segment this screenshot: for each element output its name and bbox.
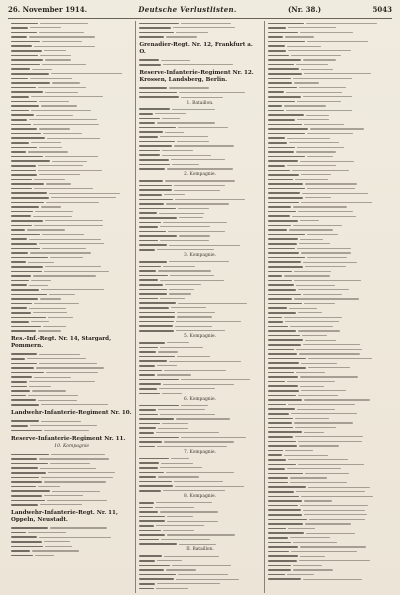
column-right	[264, 21, 392, 593]
list-item	[11, 403, 132, 408]
list-item	[139, 328, 260, 333]
subheading-bataillon-1: 1. Bataillon.	[186, 100, 214, 106]
page-header	[8, 4, 392, 19]
section-heading-grenadier-12: Grenadier-Regt. Nr. 12, Frankfurt a. O.	[139, 42, 253, 56]
list-item	[139, 489, 260, 494]
list-item	[11, 553, 132, 558]
section-heading-reserve-inf-11: Reserve-Infanterie-Regiment Nr. 11.	[11, 435, 126, 442]
list-item	[11, 503, 132, 508]
section-heading-reserve-inf-12: Reserve-Infanterie-Regiment Nr. 12. Krossen, Landsberg, Berlin.	[139, 70, 254, 83]
subheading-kompagnie-5: 5. Kompagnie.	[183, 334, 216, 340]
list-item	[139, 248, 260, 253]
subheading-kompagnie-10: 10. Kompagnie	[54, 444, 90, 450]
section-heading-reserve-inf-14: Res.-Inf.-Regt. Nr. 14, Stargard, Pommern.	[11, 336, 112, 350]
columns	[8, 21, 392, 593]
subheading-kompagnie-3: 3. Kompagnie.	[183, 253, 216, 259]
subheading-kompagnie-8: 8. Kompagnie.	[183, 494, 216, 500]
list-item	[139, 167, 260, 172]
list-item	[139, 444, 260, 449]
header-issue: (Nr. 38.)	[288, 5, 322, 14]
list-item	[268, 577, 389, 582]
subheading-kompagnie-7: 7. Kompagnie.	[183, 449, 216, 455]
list-item	[139, 63, 260, 68]
column-left	[8, 21, 135, 593]
list-item	[139, 95, 260, 100]
list-item	[139, 35, 260, 40]
list-item	[11, 329, 132, 334]
subheading-kompagnie-2: 2. Kompagnie.	[183, 172, 216, 178]
subheading-kompagnie-6: 6. Kompagnie.	[183, 396, 216, 402]
subheading-bataillon-2: II. Bataillon.	[186, 547, 214, 553]
section-heading-landwehr-10: Landwehr-Infanterie-Regiment Nr. 10.	[11, 410, 132, 417]
list-item	[139, 586, 260, 591]
section-heading-landwehr-11: Landwehr-Infanterie-Regt. Nr. 11, Oppeln, Neustadt.	[11, 510, 118, 523]
column-middle	[135, 21, 263, 593]
header-title: Deutsche Verlustlisten.	[138, 5, 237, 14]
list-item	[11, 428, 132, 433]
list-item	[139, 542, 260, 547]
header-date: 26. November 1914.	[8, 5, 88, 14]
list-item	[139, 391, 260, 396]
header-page-number: 5043	[372, 5, 392, 14]
